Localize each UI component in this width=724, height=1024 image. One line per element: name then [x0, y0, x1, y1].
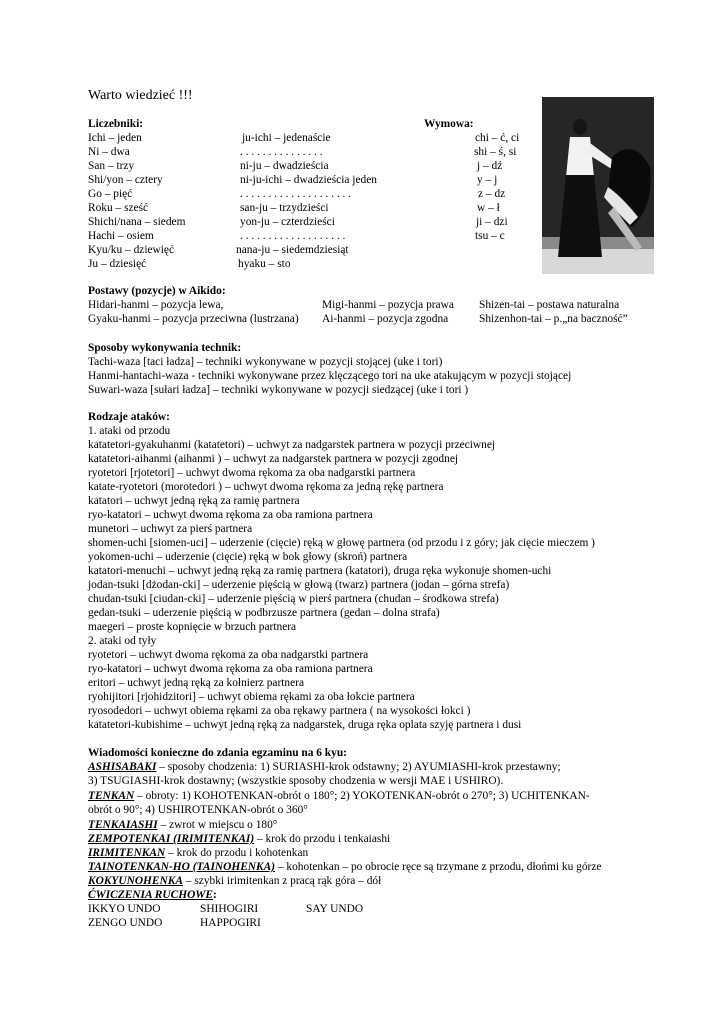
term-kokyunohenka: KOKYUNOHENKA	[88, 875, 183, 887]
number-item: Ni – dwa	[88, 146, 130, 158]
exercise-say: SAY UNDO	[306, 903, 364, 915]
pronunciation-item: z – dz	[478, 188, 506, 200]
term-cwiczenia: ĆWICZENIA RUCHOWE	[88, 889, 214, 901]
attack-back-item: ryosodedori – uchwyt obiema rękami za oba rękawy partnera ( na wysokości łokci )	[88, 705, 471, 717]
posture-shizenhon: Shizenhon-tai – p.„na baczność”	[479, 313, 628, 325]
term-zempotenkai: ZEMPOTENKAI (IRIMITENKAI)	[88, 833, 255, 845]
techniques-heading: Sposoby wykonywania technik:	[88, 342, 242, 354]
postures-heading: Postawy (pozycje) w Aikido:	[88, 285, 226, 297]
posture-shizen: Shizen-tai – postawa naturalna	[479, 299, 620, 311]
attack-front-item: katatori – uchwyt jedną ręką za ramię partnera	[88, 495, 300, 507]
attack-front-item: chudan-tsuki [ciudan-cki] – uderzenie pięścią w pierś partnera (chudan – środkowa strefa)	[88, 593, 499, 605]
number-tens-item: san-ju – trzydzieści	[240, 202, 329, 214]
attack-front-item: ryotetori [rjotetori] – uchwyt dwoma rękoma za oba nadgarstki partnera	[88, 467, 416, 479]
posture-migi: Migi-hanmi – pozycja prawa	[322, 299, 454, 311]
desc-kokyunohenka: – szybki irimitenkan z pracą rąk góra – dół	[182, 875, 382, 887]
desc-irimitenkan: – krok do przodu i kohotenkan	[165, 847, 309, 859]
attack-back-item: eritori – uchwyt jedną ręką za kołnierz partnera	[88, 677, 304, 689]
attack-front-item: yokomen-uchi – uderzenie (cięcie) ręką w bok głowy (skroń) partnera	[88, 551, 408, 563]
term-tenkan: TENKAN	[88, 790, 135, 802]
attack-front-item: shomen-uchi [siomen-uci] – uderzenie (cięcie) ręką w głowę partnera (od przodu i z góry; jak cięcie mieczem )	[88, 537, 595, 549]
attack-back-item: ryotetori – uchwyt dwoma rękoma za oba nadgarstki partnera	[88, 649, 369, 661]
posture-ai: Ai-hanmi – pozycja zgodna	[322, 313, 449, 325]
exercise-happogiri: HAPPOGIRI	[200, 917, 261, 929]
number-item: Shi/yon – cztery	[88, 174, 163, 186]
term-ashisabaki: ASHISABAKI	[88, 761, 157, 773]
attack-front-item: munetori – uchwyt za pierś partnera	[88, 523, 253, 535]
pronunciation-item: chi – ć, ci	[475, 132, 520, 144]
number-tens-item: ni-ju-ichi – dwadzieścia jeden	[240, 174, 377, 186]
exercise-ikkyo: IKKYO UNDO	[88, 903, 161, 915]
pronunciation-item: shi – ś, si	[474, 146, 517, 158]
attack-front-item: jodan-tsuki [dżodan-cki] – uderzenie pięścią w głową (twarz) partnera (jodan – górna strefa)	[88, 579, 510, 591]
desc-tenkaiashi: – zwrot w miejscu o 180°	[157, 819, 278, 831]
exam-tainotenkan	[88, 861, 601, 874]
aikido-photo	[542, 97, 654, 274]
desc-zempotenkai: – krok do przodu i tenkaiashi	[254, 833, 391, 845]
term-tenkaiashi: TENKAIASHI	[88, 819, 158, 831]
desc-tenkan: – obroty: 1) KOHOTENKAN-obrót o 180°; 2) YOKOTENKAN-obrót o 270°; 3) UCHITENKAN-	[134, 790, 590, 802]
exam-tenkan	[88, 790, 590, 803]
posture-gyaku: Gyaku-hanmi – pozycja przeciwna (lustrzana)	[88, 313, 299, 325]
exam-kokyunohenka	[88, 875, 381, 888]
technique-line: Tachi-waza [taci ładza] – techniki wykonywane w pozycji stojącej (uke i tori)	[88, 356, 443, 368]
attack-front-item: katatetori-gyakuhanmi (katatetori) – uchwyt za nadgarstek partnera w pozycji przeciwnej	[88, 439, 496, 451]
number-item: Go – pięć	[88, 188, 133, 200]
desc-tainotenkan: – kohotenkan – po obrocie ręce są trzymane z przodu, dłońmi ku górze	[275, 861, 602, 873]
number-item: Roku – sześć	[88, 202, 149, 214]
pronunciation-item: j – dź	[477, 160, 503, 172]
attacks-back-label: 2. ataki od tyły	[88, 635, 157, 647]
number-tens-item: ni-ju – dwadzieścia	[240, 160, 329, 172]
number-item: Kyu/ku – dziewięć	[88, 244, 175, 256]
exercise-shihogiri: SHIHOGIRI	[200, 903, 259, 915]
attacks-front-label: 1. ataki od przodu	[88, 425, 171, 437]
numbers-heading: Liczebniki:	[88, 118, 144, 130]
attack-back-item: ryohijitori [rjohidzitori] – uchwyt obiema rękami za oba łokcie partnera	[88, 691, 415, 703]
number-tens-item: . . . . . . . . . . . . . . .	[240, 146, 323, 158]
attacks-heading: Rodzaje ataków:	[88, 411, 170, 423]
attack-back-item: katatetori-kubishime – uchwyt jedną ręką za nadgarstek, druga ręka oplata szyję partnera i dusi	[88, 719, 522, 731]
number-tens-item: ju-ichi – jedenaście	[242, 132, 331, 144]
pronunciation-item: tsu – c	[475, 230, 505, 242]
pronunciation-item: w – ł	[477, 202, 500, 214]
technique-line: Suwari-waza [sułari ładza] – techniki wykonywane w pozycji siedzącej (uke i tori )	[88, 384, 469, 396]
attack-front-item: katatetori-aihanmi (aihanmi ) – uchwyt za nadgarstek partnera w pozycji zgodnej	[88, 453, 459, 465]
exam-irimitenkan	[88, 847, 308, 860]
exam-cwiczenia	[88, 889, 217, 902]
attack-front-item: katatori-menuchi – uchwyt jedną ręką za ramię partnera (katatori), druga ręka wykonuje shomen-uchi	[88, 565, 552, 577]
exercise-zengo: ZENGO UNDO	[88, 917, 163, 929]
exam-tenkan-2: obrót o 90°; 4) USHIROTENKAN-obrót o 360°	[88, 804, 308, 816]
number-item: Shichi/nana – siedem	[88, 216, 186, 228]
exam-ashisabaki-2: 3) TSUGIASHI-krok dostawny; (wszystkie sposoby chodzenia w wersji MAE i USHIRO).	[88, 775, 504, 787]
number-item: Ichi – jeden	[88, 132, 142, 144]
pronunciation-item: ji – dzi	[476, 216, 508, 228]
exam-zempotenkai	[88, 833, 390, 846]
page-title: Warto wiedzieć !!!	[88, 88, 193, 103]
cwiczenia-colon: :	[213, 889, 217, 901]
number-tens-item: hyaku – sto	[238, 258, 291, 270]
attack-front-item: maegeri – proste kopnięcie w brzuch partnera	[88, 621, 297, 633]
attack-back-item: ryo-katatori – uchwyt dwoma rękoma za oba ramiona partnera	[88, 663, 373, 675]
technique-line: Hanmi-hantachi-waza - techniki wykonywane przez klęczącego tori na uke atakującym w pozycji stojącej	[88, 370, 572, 382]
pronunciation-item: y – j	[477, 174, 498, 186]
number-tens-item: . . . . . . . . . . . . . . . . . . . .	[240, 188, 352, 200]
attack-front-item: ryo-katatori – uchwyt dwoma rękoma za oba ramiona partnera	[88, 509, 373, 521]
term-irimitenkan: IRIMITENKAN	[88, 847, 166, 859]
number-item: Ju – dziesięć	[88, 258, 147, 270]
number-item: San – trzy	[88, 160, 135, 172]
exam-tenkaiashi	[88, 819, 277, 832]
exam-heading: Wiadomości konieczne do zdania egzaminu na 6 kyu:	[88, 747, 347, 759]
number-item: Hachi – osiem	[88, 230, 154, 242]
attack-front-item: gedan-tsuki – uderzenie pięścią w podbrzusze partnera (gedan – dolna strafa)	[88, 607, 440, 619]
term-tainotenkan: TAINOTENKAN-HO (TAINOHENKA)	[88, 861, 276, 873]
exam-ashisabaki	[88, 761, 561, 774]
number-tens-item: . . . . . . . . . . . . . . . . . . .	[240, 230, 346, 242]
desc-ashisabaki: – sposoby chodzenia: 1) SURIASHI-krok odstawny; 2) AYUMIASHI-krok przestawny;	[156, 761, 561, 773]
posture-hidari: Hidari-hanmi – pozycja lewa,	[88, 299, 224, 311]
number-tens-item: nana-ju – siedemdziesiąt	[236, 244, 349, 256]
pronunciation-heading: Wymowa:	[424, 118, 474, 130]
attack-front-item: katate-ryotetori (morotedori ) – uchwyt dwoma rękoma za jedną rękę partnera	[88, 481, 444, 493]
number-tens-item: yon-ju – czterdzieści	[240, 216, 335, 228]
